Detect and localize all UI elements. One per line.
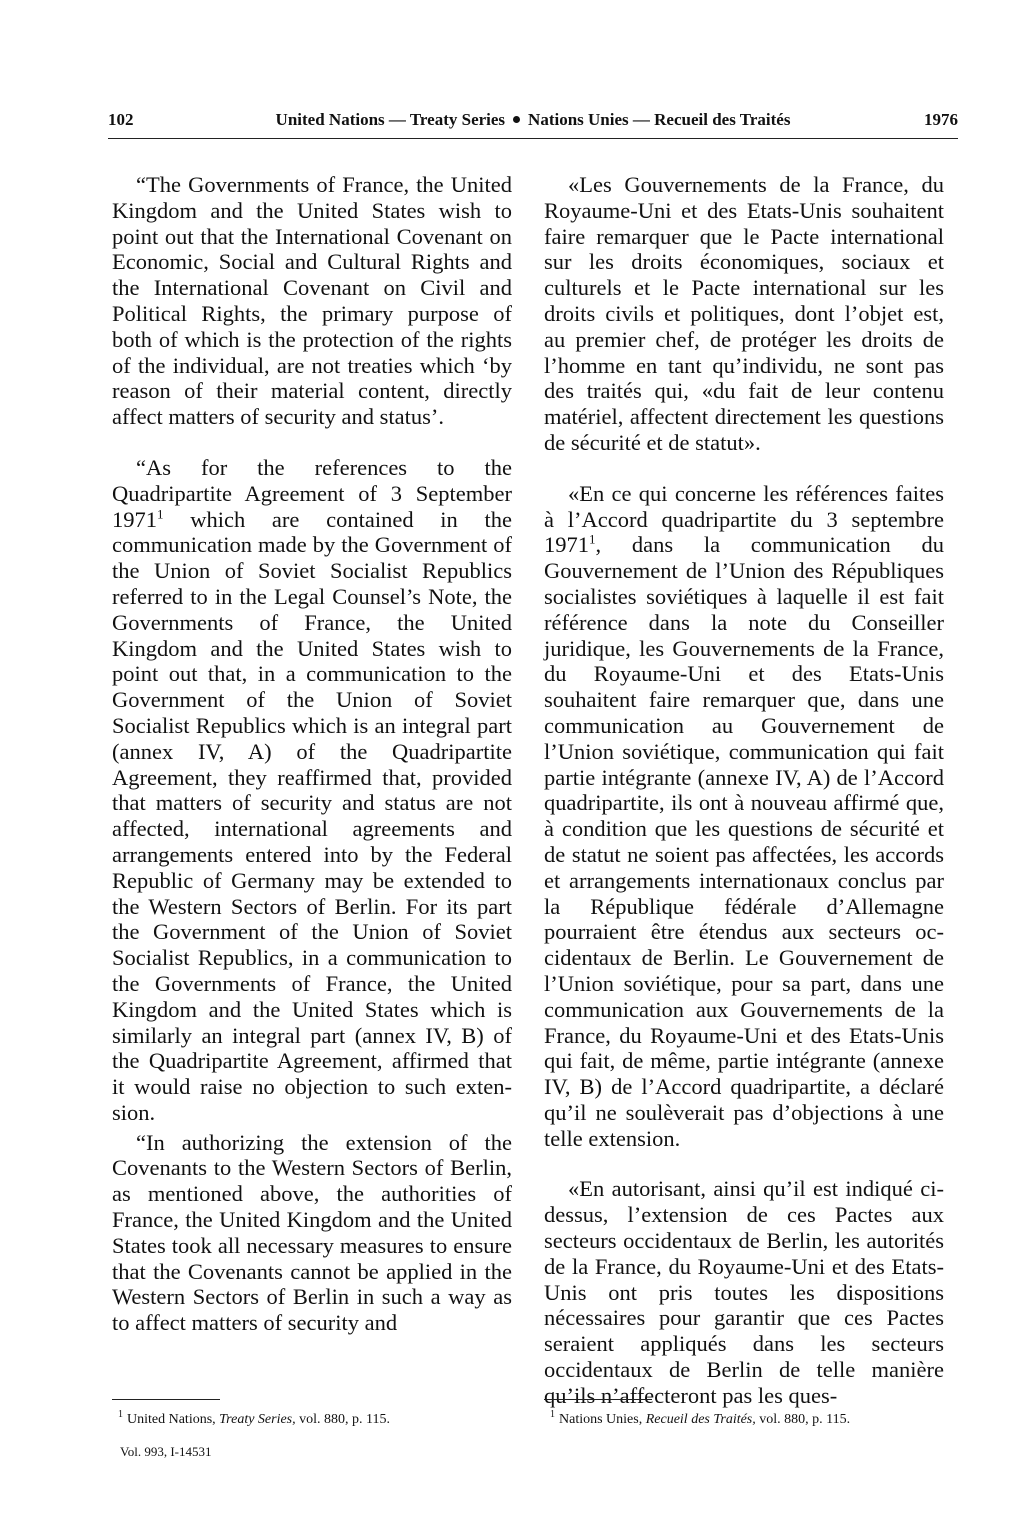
english-column (112, 172, 512, 1336)
footnote-italic-title: Treaty Series, (219, 1412, 296, 1427)
title-english: United Nations — Treaty Series (275, 110, 506, 129)
french-paragraph-2-start: «En ce qui concerne les références faites à l’Accord quadripartite du 3 septembre 1971 (544, 480, 944, 558)
bullet-separator-icon (513, 116, 520, 123)
volume-reference: Vol. 993, I-14531 (120, 1444, 212, 1459)
footnote-english (118, 1409, 391, 1428)
footnote-french (550, 1409, 851, 1428)
footnote-number: 1 (550, 1409, 555, 1421)
english-paragraph-2-rest: which are contained in the communication made by the Government of the Union of Soviet Socialist Republics referred to in the Legal Counsel’s Note, the Governments of France, the United Kingdom and the United States wish to point out that, in a communication to the Government of the Union of Soviet Socialist Republics which is an integral part (annex IV, A) of the Quadripartite Agreement, they reaffirmed that, provided that matters of security and status are not affected, international agreements and arrangements entered into by the Federal Republic of Germany may be extended to the Western Sectors of Berlin. For its part the Government of the Union of Soviet Socialist Republics, in a communication to the Governments of France, the United Kingdom and the United States which is similarly an integral part (annex IV, B) of the Quadripartite Agreement, affirmed that it would raise no objection to such extension. (112, 506, 512, 1125)
english-paragraph-2-start: “As for the references to the Quadripartite Agreement of 3 September 1971 (112, 454, 512, 532)
footnote-rule-right (544, 1399, 652, 1400)
french-paragraph-2 (544, 481, 944, 1152)
running-header (108, 110, 958, 136)
english-paragraph-2 (112, 455, 512, 1126)
footnote-marker: 1 (589, 531, 596, 547)
header-rule (108, 138, 958, 139)
footnote-marker: 1 (157, 506, 164, 522)
footnote-citation: vol. 880, p. 115. (755, 1412, 851, 1427)
english-paragraph-1: “The Governments of France, the United Kingdom and the United States wish to point out that the International Covenant on Economic, Social and Cultural Rights and the International Covenant on Civil and Political Rights, the primary purpose of both of which is the protection of the rights of the individual, are not treaties which ‘by reason of their material content, directly affect matters of security and status’. (112, 172, 512, 430)
footnote-citation: vol. 880, p. 115. (295, 1412, 391, 1427)
english-paragraph-3: “In authorizing the extension of the Covenants to the Western Sectors of Berlin, as mentioned above, the authorities of France, the United Kingdom and the United States took all necessary measures to ensure that the Covenants cannot be applied in the Western Sectors of Berlin in such a way as to affect matters of security and (112, 1129, 512, 1336)
footnote-italic-title: Recueil des Traités, (645, 1412, 756, 1427)
french-paragraph-2-rest: , dans la communication du Gouvernement de l’Union des Républiques socialistes soviétiques à laquelle il est fait référence dans la note du Conseiller juridique, les Gouvernements de la France, du Royaume-Uni et des Etats-Unis souhaitent faire remarquer que, dans une communication au Gouvernement de l’Union soviétique, communication qui fait partie intégrante (annexe IV, A) de l’Accord quadripartite, ils ont à nouveau affirmé que, à condition que les questions de sécurité et de statut ne soient pas affectées, les accords et arrangements internationaux conclus par la République fédérale d’Allemagne pourraient être étendus aux secteurs occidentaux de Berlin. Le Gouvernement de l’Union soviétique, pour sa part, dans une communication aux Gouvernements de la France, du Royaume-Uni et des Etats-Unis qui fait, de même, partie intégrante (annexe IV, B) de l’Accord quadripartite, a déclaré qu’il ne soulèverait pas d’objections à une telle extension. (544, 532, 944, 1151)
french-paragraph-3: «En autorisant, ainsi qu’il est indiqué ci-dessus, l’extension de ces Pactes aux secteurs occidentaux de Berlin, les autorités de la France, du Royaume-Uni et des Etats-Unis ont pris toutes les dispositions nécessaires pour garantir que ces Pactes seraient appliqués dans les secteurs occidentaux de Berlin de telle manière qu’ils n’affecteront pas les ques- (544, 1176, 944, 1408)
footnote-text: Nations Unies, (559, 1412, 646, 1427)
footnote-rule-left (112, 1399, 220, 1400)
page-number: 102 (108, 110, 134, 129)
footnote-number: 1 (118, 1409, 123, 1421)
footnote-text: United Nations, (127, 1412, 220, 1427)
french-paragraph-1: «Les Gouvernements de la France, du Royaume-Uni et des Etats-Unis souhaitent faire remarquer que le Pacte international sur les droits économiques, sociaux et culturels et le Pacte international sur les droits civils et politiques, dont l’objet est, au premier chef, de protéger les droits de l’homme en tant qu’individu, ne sont pas des traités qui, «du fait de leur contenu matériel, affectent directement les questions de sécurité et de statut». (544, 172, 944, 455)
journal-title (108, 110, 958, 130)
french-column (544, 172, 944, 1409)
publication-year: 1976 (924, 110, 958, 129)
title-french: Nations Unies — Recueil des Traités (528, 110, 791, 129)
